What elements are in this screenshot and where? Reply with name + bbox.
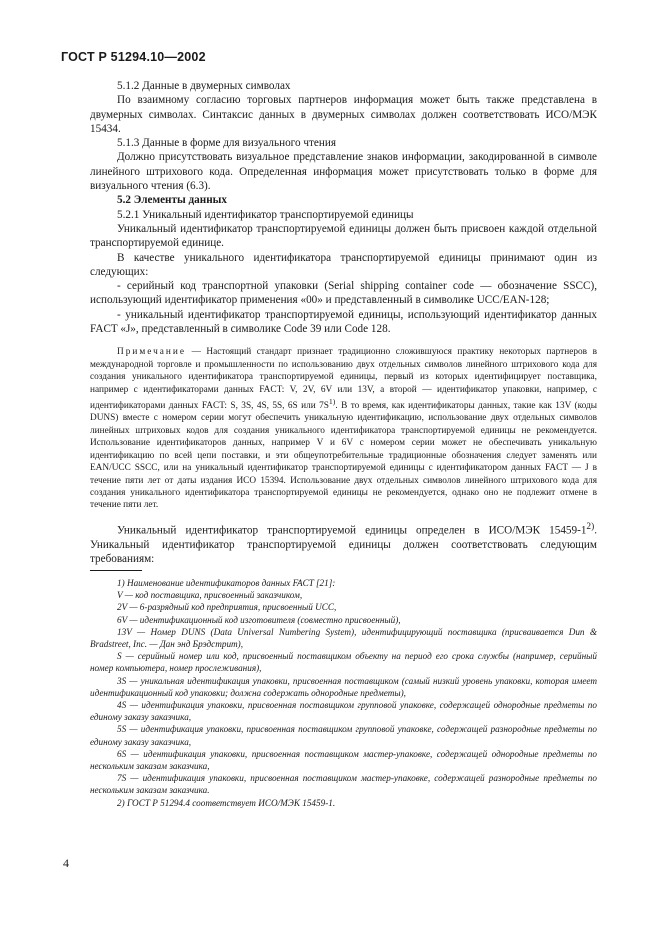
main-text — [90, 79, 597, 566]
after-note-text-a: Уникальный идентификатор транспортируемой единицы определен в ИСО/МЭК 15459-1 — [117, 524, 587, 537]
footnote-ref-1: 1) — [328, 396, 336, 406]
note-text-b: . В то время, как идентификаторы данных, такие как 13V (коды DUNS) вместе с номером серии могут обеспечить уникальную идентификацию, использование двух отдельных символов линейных штриховых кодов для создания уникального идентификатора транспортируемой единицы не рекомендуется. Использование идентификаторов данных, например V и 6V с номером серии может не обеспечивать уникальную идентификацию по всей цепи поставки, и эти общеупотребительные традиционные обозначения следует заменять или EAN/UCC SSCC, или на уникальный идентификатор транспортируемой единицы с идентификатором данных FACT — J в течение пяти лет от даты издания ИСО 15394. Использование двух отдельных символов линейного штрихового кода для создания уникального идентификатора транспортируемой единицы не рекомендуется, однако оно не подлежит отмене в течение пяти лет. — [90, 401, 598, 511]
footnote-item: S — серийный номер или код, присвоенный поставщиком объекту на период его срока службы (например, серийный номер компьютера, номер прослеживания), — [90, 651, 597, 674]
footnote-item: 6V — идентификационный код изготовителя (совместно присвоенный), — [117, 614, 401, 625]
paragraph: По взаимному согласию торговых партнеров информация может быть также представлена в двумерных символах. Синтаксис данных в двумерных символах должен соответствовать ИСО/МЭК 15434. — [90, 94, 597, 135]
footnote-item: 5S — идентификация упаковки, присвоенная поставщиком групповой упаковке, содержащей разнородные предметы по единому заказу заказчика, — [90, 724, 597, 747]
footnote-item: 3S — уникальная идентификация упаковки, присвоенная поставщиком (самый низкий уровень упаковки, которая имеет идентификационный код упаковки; должна содержать однородные предметы), — [90, 675, 597, 698]
footnote-item: 1) Наименование идентификаторов данных FACT [21]: — [117, 578, 336, 588]
footnote-ref-2: 2) — [586, 521, 595, 532]
paragraph: Должно присутствовать визуальное представление знаков информации, закодированной в символе линейного штрихового кода. Определенная информация может присутствовать только в форме для визуального чтения (6.3). — [90, 151, 597, 193]
footnote-item: 2) ГОСТ Р 51294.4 соответствует ИСО/МЭК 15459-1. — [117, 797, 336, 808]
note — [90, 346, 597, 511]
page-number: 4 — [63, 856, 69, 870]
footnote-item: 4S — идентификация упаковки, присвоенная поставщиком групповой упаковке, содержащей однородные предметы по единому заказу заказчика, — [90, 700, 597, 723]
paragraph: В качестве уникального идентификатора транспортируемой единицы принимают один из следующих: — [90, 251, 597, 278]
document-header: ГОСТ Р 51294.10—2002 — [61, 50, 206, 64]
section-5-2-heading: 5.2 Элементы данных — [117, 194, 227, 207]
paragraph-after-note — [90, 520, 597, 567]
footnote-item: 6S — идентификация упаковки, присвоенная поставщиком мастер-упаковке, содержащей однородные предметы по нескольким заказам заказчика, — [90, 748, 597, 772]
list-item: - уникальный идентификатор транспортируемой единицы, использующий идентификатор данных FACT «J», представленный в символике Code 39 или Code 128. — [90, 308, 597, 336]
after-note-text-b: . Уникальный идентификатор транспортируемой единицы должен соответствовать следующим требованиям: — [90, 524, 597, 566]
section-5-1-2-title: 5.1.2 Данные в двумерных символах — [117, 80, 291, 92]
footnote-item: V — код поставщика, присвоенный заказчиком, — [117, 590, 303, 601]
footnotes — [90, 571, 597, 809]
footnote-item: 7S — идентификация упаковки, присвоенная поставщиком мастер-упаковке, содержащей разнородные предметы по нескольким заказам заказчика. — [90, 773, 597, 796]
list-item: - серийный код транспортной упаковки (Serial shipping container code — обозначение SSCC), использующий идентификатор применения «00» и представленный в символике UCC/EAN-128; — [90, 280, 597, 307]
footnote-item: 13V — Номер DUNS (Data Universal Numbering System), идентифицирующий поставщика (присваивается Dun & Bradstreet, Inc. — Дан энд Брэдстрит), — [90, 626, 597, 650]
note-label: Примечание — [117, 347, 186, 358]
footnote-item: 2V — 6-разрядный код предприятия, присвоенный UCC, — [117, 602, 337, 613]
paragraph: Уникальный идентификатор транспортируемой единицы должен быть присвоен каждой отдельной транспортируемой единице. — [90, 222, 597, 250]
section-5-1-3-title: 5.1.3 Данные в форме для визуального чтения — [117, 137, 336, 150]
section-5-2-1-title: 5.2.1 Уникальный идентификатор транспортируемой единицы — [117, 208, 414, 221]
note-text-a: — Настоящий стандарт признает традиционно сложившуюся практику некоторых партнеров в международной торговле и промышленности по использованию двух отдельных символов линейного штрихового кода для создания уникального идентификатора транспортируемой единицы, первый из которых идентифицирует поставщика, например с идентификаторами данных FACT: V, 2V, 6V или 13V, а второй — идентификатор упаковки, например, с идентификаторами данных FACT: S, 3S, 4S, 5S, 6S или 7S — [90, 347, 597, 412]
